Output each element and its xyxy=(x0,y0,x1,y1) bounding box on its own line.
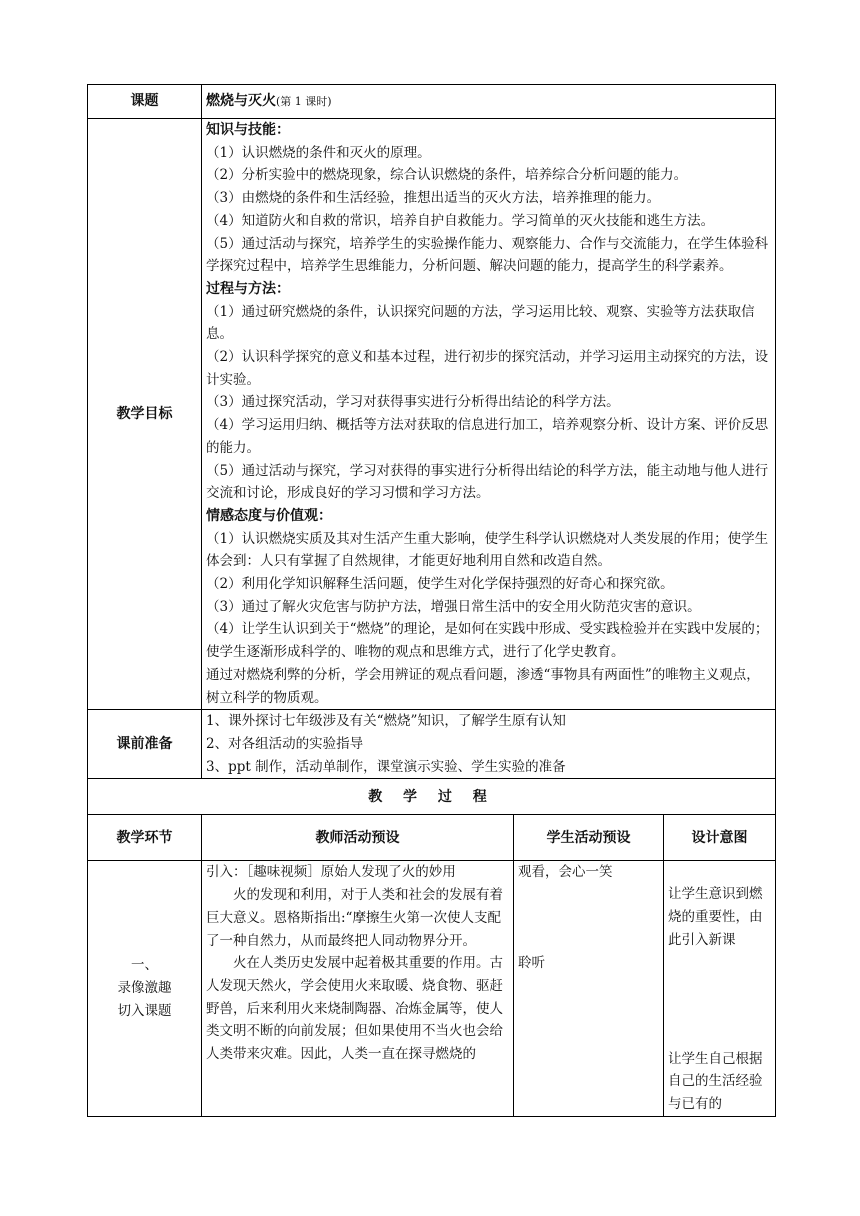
lesson-plan-page xyxy=(87,84,775,1117)
objectives-label: 教学目标 xyxy=(88,119,202,710)
design-intent-text: 让学生意识到燃烧的重要性，由此引入新课 xyxy=(668,886,763,948)
column-header-intent: 设计意图 xyxy=(664,815,776,861)
teacher-activity-text: 火的发现和利用，对于人类和社会的发展有着巨大意义。恩格斯指出:“摩擦生火第一次使人支配了一种自然力，从而最终把人同动物界分开。 xyxy=(206,887,503,949)
preparation-item: 1、课外探讨七年级涉及有关“燃烧”知识，了解学生原有认知 xyxy=(206,713,566,730)
student-activity-cell xyxy=(514,861,664,1116)
process-title: 教 学 过 程 xyxy=(88,779,776,815)
objectives-row xyxy=(88,119,776,710)
teacher-activity-text: 火在人类历史发展中起着极其重要的作用。古人发现天然火，学会使用火来取暖、烧食物、驱赶野兽，后来利用火来烧制陶器、冶炼金属等，使人类文明不断的向前发展；但如果使用不当火也会给人类带来灾难。因此，人类一直在探寻燃烧的 xyxy=(206,955,503,1063)
process-header-row xyxy=(88,815,776,861)
topic-label: 课题 xyxy=(88,85,202,119)
objectives-cell xyxy=(202,119,776,710)
emotion-item: （2）利用化学知识解释生活问题，使学生对化学保持强烈的好奇心和探究欲。 xyxy=(206,576,674,593)
emotion-item: 通过对燃烧利弊的分析，学会用辨证的观点看问题，渗透“事物具有两面性”的唯物主义观点，树立科学的物质观。 xyxy=(206,666,760,706)
process-item: （1）通过研究燃烧的条件，认识探究问题的方法，学习运用比较、观察、实验等方法获取信息。 xyxy=(206,303,755,343)
knowledge-item: （3）由燃烧的条件和生活经验，推想出适当的灭火方法，培养推理的能力。 xyxy=(206,190,661,207)
student-activity-text: 聆听 xyxy=(518,955,545,972)
emotion-item: （4）让学生认识到关于“燃烧”的理论，是如何在实践中形成、受实践检验并在实践中发展的；使学生逐渐形成科学的、唯物的观点和思维方式，进行了化学史教育。 xyxy=(206,621,769,661)
process-item: （5）通过活动与探究，学习对获得的事实进行分析得出结论的科学方法，能主动地与他人进行交流和讨论，形成良好的学习习惯和学习方法。 xyxy=(206,462,769,502)
process-title-row xyxy=(88,779,776,815)
preparation-label: 课前准备 xyxy=(88,710,202,779)
knowledge-item: （1）认识燃烧的条件和灭火的原理。 xyxy=(206,144,431,161)
emotion-heading: 情感态度与价值观： xyxy=(206,507,332,524)
topic-title: 燃烧与灭火 xyxy=(206,92,276,109)
process-item: （3）通过探究活动，学习对获得事实进行分析得出结论的科学方法。 xyxy=(206,394,620,411)
column-header-teacher: 教师活动预设 xyxy=(202,815,514,861)
topic-note: (第 1 课时) xyxy=(276,94,332,108)
column-header-student: 学生活动预设 xyxy=(514,815,664,861)
preparation-row xyxy=(88,710,776,779)
topic-row xyxy=(88,85,776,119)
design-intent-text: 让学生自己根据自己的生活经验与已有的 xyxy=(668,1050,763,1112)
teacher-activity-cell xyxy=(202,861,514,1116)
student-activity-text: 观看，会心一笑 xyxy=(518,864,613,881)
stage-name-cell xyxy=(88,861,202,1116)
preparation-item: 3、ppt 制作，活动单制作，课堂演示实验、学生实验的准备 xyxy=(206,758,566,775)
preparation-cell xyxy=(202,710,776,779)
emotion-item: （3）通过了解火灾危害与防护方法，增强日常生活中的安全用火防范灾害的意识。 xyxy=(206,598,701,615)
topic-cell xyxy=(202,85,776,119)
design-intent-cell xyxy=(664,861,776,1116)
column-header-stage: 教学环节 xyxy=(88,815,202,861)
knowledge-item: （4）知道防火和自救的常识，培养自护自救能力。学习简单的灭火技能和逃生方法。 xyxy=(206,212,715,229)
teacher-activity-text: 引入：［趣味视频］原始人发现了火的妙用 xyxy=(206,864,456,881)
knowledge-item: （5）通过活动与探究，培养学生的实验操作能力、观察能力、合作与交流能力，在学生体验科学探究过程中，培养学生思维能力，分析问题、解决问题的能力，提高学生的科学素养。 xyxy=(206,235,769,275)
process-item: （2）认识科学探究的意义和基本过程，进行初步的探究活动，并学习运用主动探究的方法，设计实验。 xyxy=(206,349,769,388)
lesson-plan-table xyxy=(87,84,776,1117)
stage-number: 一、 xyxy=(131,957,158,974)
process-item: （4）学习运用归纳、概括等方法对获取的信息进行加工，培养观察分析、设计方案、评价反思的能力。 xyxy=(206,417,769,456)
process-heading: 过程与方法： xyxy=(206,280,290,297)
preparation-item: 2、对各组活动的实验指导 xyxy=(206,735,364,752)
knowledge-heading: 知识与技能： xyxy=(206,122,290,138)
stage-name-line: 切入课题 xyxy=(117,1002,172,1019)
emotion-item: （1）认识燃烧实质及其对生活产生重大影响，使学生科学认识燃烧对人类发展的作用；使学生体会到：人只有掌握了自然规律，才能更好地利用自然和改造自然。 xyxy=(206,530,769,570)
stage-row xyxy=(88,861,776,1116)
knowledge-item: （2）分析实验中的燃烧现象，综合认识燃烧的条件，培养综合分析问题的能力。 xyxy=(206,167,688,184)
stage-name-line: 录像激趣 xyxy=(117,980,172,997)
